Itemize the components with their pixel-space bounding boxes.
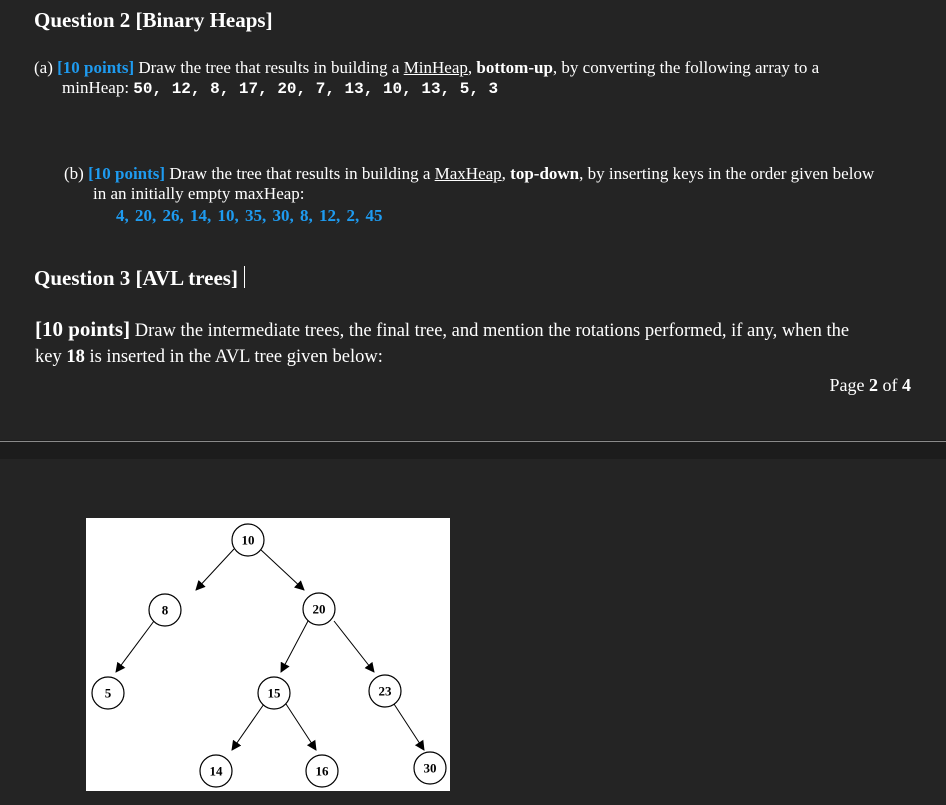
tree-node-14	[200, 755, 232, 787]
question-2b-top-down: top-down	[510, 164, 580, 183]
tree-node-23-label: 23	[378, 683, 392, 699]
avl-tree-figure	[86, 518, 450, 791]
tree-node-16-label: 16	[315, 763, 329, 779]
tree-node-10-label: 10	[241, 532, 255, 548]
tree-node-15-label: 15	[267, 685, 281, 701]
edge-10-20	[260, 549, 304, 590]
question-2b-line-2: in an initially empty maxHeap:	[93, 184, 305, 203]
tree-node-14-label: 14	[209, 763, 223, 779]
tree-node-30-label: 30	[423, 760, 437, 776]
edge-20-23	[334, 621, 374, 672]
question-3-line-2-prefix: key	[35, 347, 67, 367]
maxheap-keys: 4, 20, 26, 14, 10, 35, 30, 8, 12, 2, 45	[116, 206, 383, 225]
question-2a-text-3: , by converting the following array to a	[552, 58, 820, 77]
edge-15-16	[286, 704, 316, 750]
page-number	[830, 375, 912, 396]
tree-node-15	[258, 677, 290, 709]
question-3-line-2-suffix: is inserted in the AVL tree given below:	[84, 347, 383, 367]
current-page: 2	[869, 375, 878, 395]
page-prefix: Page	[829, 375, 869, 395]
maxheap-link[interactable]: MaxHeap	[434, 164, 502, 183]
question-2b-label: (b)	[64, 164, 84, 183]
question-2b-text-3: , by inserting keys in the order given below	[579, 164, 875, 183]
question-3-title	[34, 266, 245, 291]
question-2b-text-1: Draw the tree that results in building a	[165, 164, 435, 183]
avl-tree-svg	[86, 518, 450, 791]
tree-node-8	[149, 594, 181, 626]
minheap-array: 50, 12, 8, 17, 20, 7, 13, 10, 13, 5, 3	[133, 80, 499, 98]
tree-node-20-label: 20	[312, 601, 326, 617]
edge-15-14	[232, 704, 264, 750]
question-2b-line-1	[64, 164, 874, 184]
question-3-title-text: Question 3 [AVL trees]	[34, 266, 238, 290]
question-2a-line-2	[62, 78, 498, 99]
question-2b-points: [10 points]	[88, 164, 166, 183]
edge-8-5	[116, 621, 154, 672]
question-3-body	[35, 316, 849, 370]
question-2a-line-1	[34, 58, 819, 78]
question-2a-label: (a)	[34, 58, 53, 77]
total-pages: 4	[902, 375, 911, 395]
question-3-key: 18	[66, 347, 85, 367]
question-3-line-1	[35, 316, 849, 344]
question-2a-text-2: ,	[467, 58, 477, 77]
tree-node-30	[414, 752, 446, 784]
tree-node-5-label: 5	[104, 685, 112, 701]
question-3-line-2	[35, 344, 849, 370]
question-2a-bottom-up: bottom-up	[476, 58, 553, 77]
page-divider	[0, 441, 946, 442]
tree-node-5	[92, 677, 124, 709]
question-2a-points: [10 points]	[57, 58, 135, 77]
text-cursor	[244, 266, 245, 288]
minheap-link[interactable]: MinHeap	[403, 58, 468, 77]
tree-node-23	[369, 675, 401, 707]
question-2a-line-2-prefix: minHeap:	[62, 78, 134, 97]
tree-node-20	[303, 593, 335, 625]
question-3-text-1: Draw the intermediate trees, the final tree, and mention the rotations performed, if any, when the	[130, 321, 850, 341]
page-mid: of	[878, 375, 902, 395]
question-2a-text-1: Draw the tree that results in building a	[134, 58, 404, 77]
question-2-title: Question 2 [Binary Heaps]	[34, 8, 273, 32]
edge-23-30	[394, 704, 424, 750]
question-3-points: [10 points]	[35, 317, 131, 341]
tree-node-10	[232, 524, 264, 556]
edge-20-15	[281, 621, 308, 672]
tree-node-8-label: 8	[161, 602, 169, 618]
tree-node-16	[306, 755, 338, 787]
question-2b-text-2: ,	[501, 164, 511, 183]
edge-10-8	[196, 549, 234, 590]
